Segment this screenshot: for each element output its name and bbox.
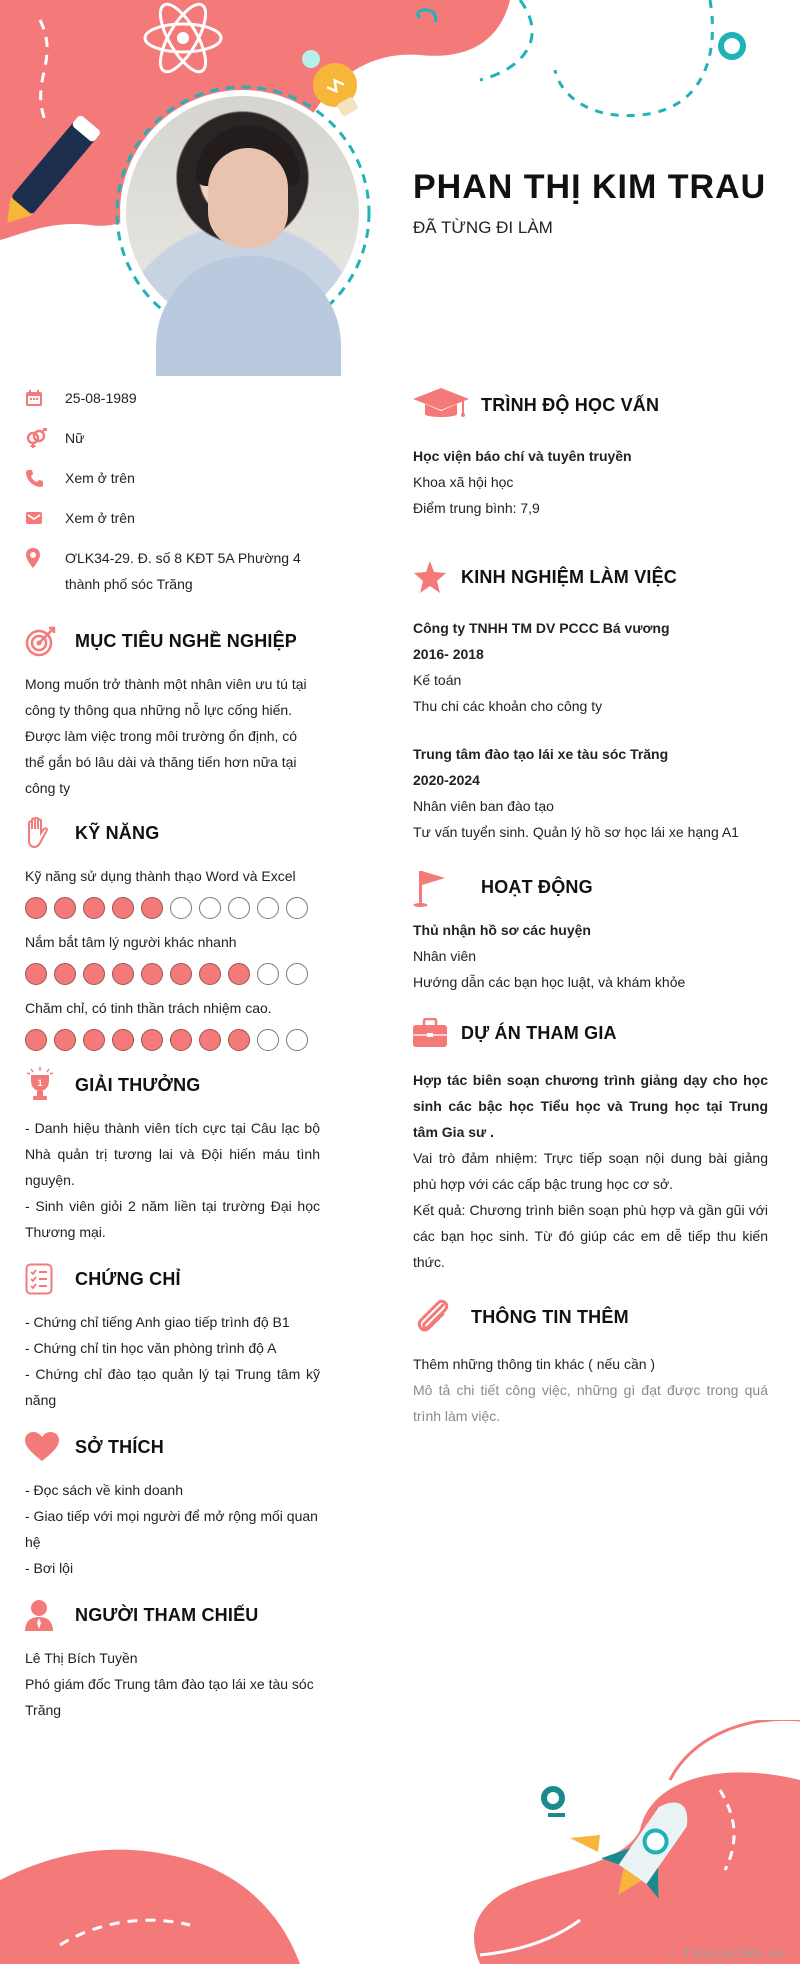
projects-title: DỰ ÁN THAM GIA bbox=[461, 1022, 617, 1043]
experience-item-1: Công ty TNHH TM DV PCCC Bá vương 2016- 2018 Kế toán Thu chi các khoản cho công ty bbox=[413, 620, 670, 714]
certificate-list-icon bbox=[25, 1263, 53, 1295]
references-section bbox=[25, 1595, 320, 1723]
rating-dot-filled bbox=[25, 963, 47, 985]
hobby-line-2: - Giao tiếp với mọi người để mở rộng mối quan hệ bbox=[25, 1508, 318, 1550]
activities-org: Thủ nhận hồ sơ các huyện bbox=[413, 922, 591, 938]
rating-dot-filled bbox=[54, 897, 76, 919]
rating-dot-empty bbox=[286, 1029, 308, 1051]
experience-section bbox=[413, 557, 768, 845]
watermark: ∴ Timviec365.vn bbox=[666, 1947, 784, 1962]
flag-icon bbox=[413, 867, 447, 907]
graduation-cap-icon bbox=[413, 388, 469, 422]
skill-rating bbox=[25, 1029, 320, 1051]
location-pin-icon bbox=[25, 548, 41, 568]
certificate-line-1: - Chứng chỉ tiếng Anh giao tiếp trình độ B1 bbox=[25, 1314, 290, 1330]
skill-label: Nắm bắt tâm lý người khác nhanh bbox=[25, 934, 237, 950]
additional-line-1: Thêm những thông tin khác ( nếu cần ) bbox=[413, 1356, 656, 1372]
skills-section bbox=[25, 813, 320, 1051]
activities-section bbox=[413, 867, 768, 995]
left-column bbox=[25, 385, 320, 1723]
rating-dot-filled bbox=[83, 1029, 105, 1051]
footer-decoration bbox=[0, 1720, 800, 1964]
paperclip-icon bbox=[413, 1297, 453, 1337]
rating-dot-filled bbox=[141, 963, 163, 985]
heart-icon bbox=[25, 1432, 59, 1462]
svg-text:1: 1 bbox=[37, 1078, 43, 1088]
certificates-title: CHỨNG CHỈ bbox=[75, 1268, 181, 1289]
contact-dob: 25-08-1989 bbox=[25, 385, 320, 411]
hobbies-title: SỞ THÍCH bbox=[75, 1436, 164, 1457]
award-line-1: - Danh hiệu thành viên tích cực tại Câu lạc bộ Nhà quản trị tương lai và Đội hiến máu tình nguyện. bbox=[25, 1120, 320, 1188]
hand-icon bbox=[25, 817, 51, 849]
rating-dot-filled bbox=[170, 1029, 192, 1051]
rating-dot-filled bbox=[228, 963, 250, 985]
career-goal-title: MỤC TIÊU NGHỀ NGHIỆP bbox=[75, 630, 298, 651]
education-title: TRÌNH ĐỘ HỌC VẤN bbox=[481, 394, 660, 415]
candidate-subtitle: ĐÃ TỪNG ĐI LÀM bbox=[413, 218, 553, 237]
references-title: NGƯỜI THAM CHIẾU bbox=[75, 1604, 259, 1625]
contact-address: ƠLK34-29. Đ. số 8 KĐT 5A Phường 4 thành phố sóc Trăng bbox=[25, 545, 320, 597]
skill-label: Kỹ năng sử dụng thành thạo Word và Excel bbox=[25, 868, 296, 884]
project-role: Vai trò đảm nhiệm: Trực tiếp soạn nội dung bài giảng phù hợp với các cấp bậc trung học cơ sở. bbox=[413, 1150, 768, 1192]
rating-dot-filled bbox=[199, 1029, 221, 1051]
phone-icon bbox=[25, 469, 43, 487]
skill-rating bbox=[25, 963, 320, 985]
rating-dot-filled bbox=[54, 963, 76, 985]
experience-item-2: Trung tâm đào tạo lái xe tàu sóc Trăng 2020-2024 Nhân viên ban đào tạo Tư vấn tuyển sinh. Quản lý hồ sơ học lái xe hạng A1 bbox=[413, 746, 739, 840]
person-icon bbox=[25, 1599, 53, 1631]
rating-dot-empty bbox=[257, 897, 279, 919]
career-goal-section bbox=[25, 621, 320, 801]
rating-dot-filled bbox=[141, 897, 163, 919]
skill-rating bbox=[25, 897, 320, 919]
education-major: Khoa xã hội học bbox=[413, 474, 514, 490]
career-goal-text: Mong muốn trở thành một nhân viên ưu tú tại công ty thông qua những nỗ lực cống hiến. Được làm việc trong môi trường ổn định, có thể gắn bó lâu dài và thăng tiến hơn nữa tại công ty bbox=[25, 676, 307, 796]
skills-title: KỸ NĂNG bbox=[75, 822, 160, 843]
avatar bbox=[120, 90, 365, 335]
awards-title: GIẢI THƯỞNG bbox=[75, 1074, 201, 1095]
hobbies-section bbox=[25, 1427, 320, 1581]
hobby-line-3: - Bơi lội bbox=[25, 1560, 74, 1576]
rating-dot-empty bbox=[257, 1029, 279, 1051]
trophy-icon bbox=[25, 1067, 55, 1103]
additional-line-2: Mô tả chi tiết công việc, những gì đạt được trong quá trình làm việc. bbox=[413, 1382, 768, 1424]
rating-dot-empty bbox=[228, 897, 250, 919]
rating-dot-filled bbox=[112, 1029, 134, 1051]
education-section bbox=[413, 385, 768, 521]
rating-dot-filled bbox=[141, 1029, 163, 1051]
star-icon bbox=[413, 561, 447, 593]
rating-dot-empty bbox=[199, 897, 221, 919]
target-icon bbox=[25, 625, 57, 657]
award-line-2: - Sinh viên giỏi 2 năm liền tại trường Đại học Thương mại. bbox=[25, 1198, 320, 1240]
skills-list bbox=[25, 863, 320, 1051]
projects-section bbox=[413, 1013, 768, 1275]
gender-icon bbox=[25, 428, 47, 448]
rating-dot-empty bbox=[170, 897, 192, 919]
rating-dot-filled bbox=[54, 1029, 76, 1051]
rating-dot-filled bbox=[83, 963, 105, 985]
reference-name: Lê Thị Bích Tuyền bbox=[25, 1650, 138, 1666]
certificate-line-3: - Chứng chỉ đào tạo quản lý tại Trung tâm kỹ năng bbox=[25, 1366, 320, 1408]
contact-phone: Xem ở trên bbox=[25, 465, 320, 491]
rating-dot-filled bbox=[228, 1029, 250, 1051]
rating-dot-filled bbox=[170, 963, 192, 985]
contact-list bbox=[25, 385, 320, 597]
additional-title: THÔNG TIN THÊM bbox=[471, 1306, 629, 1327]
rating-dot-filled bbox=[83, 897, 105, 919]
education-gpa: Điểm trung bình: 7,9 bbox=[413, 500, 540, 516]
candidate-name: PHAN THỊ KIM TRAU bbox=[413, 168, 767, 206]
rating-dot-filled bbox=[199, 963, 221, 985]
awards-section bbox=[25, 1065, 320, 1245]
skill-label: Chăm chỉ, có tinh thần trách nhiệm cao. bbox=[25, 1000, 272, 1016]
rating-dot-filled bbox=[112, 963, 134, 985]
certificates-section bbox=[25, 1259, 320, 1413]
rating-dot-filled bbox=[25, 897, 47, 919]
hobby-line-1: - Đọc sách về kinh doanh bbox=[25, 1482, 183, 1498]
education-school: Học viện báo chí và tuyên truyền bbox=[413, 448, 632, 464]
calendar-icon bbox=[25, 389, 43, 407]
briefcase-icon bbox=[413, 1018, 447, 1048]
rating-dot-empty bbox=[257, 963, 279, 985]
certificate-line-2: - Chứng chỉ tin học văn phòng trình độ A bbox=[25, 1340, 277, 1356]
contact-gender: Nữ bbox=[25, 425, 320, 451]
activities-role: Nhân viên bbox=[413, 948, 477, 964]
reference-position: Phó giám đốc Trung tâm đào tạo lái xe tàu sóc Trăng bbox=[25, 1676, 314, 1718]
contact-email: Xem ở trên bbox=[25, 505, 320, 531]
project-result: Kết quả: Chương trình biên soạn phù hợp và gần gũi với các bạn học sinh. Từ đó giúp các em dễ tiếp thu kiến thức. bbox=[413, 1202, 768, 1270]
email-icon bbox=[25, 510, 43, 526]
activities-desc: Hướng dẫn các bạn học luật, và khám khỏe bbox=[413, 974, 686, 990]
experience-title: KINH NGHIỆM LÀM VIỆC bbox=[461, 566, 678, 587]
rating-dot-filled bbox=[112, 897, 134, 919]
activities-title: HOẠT ĐỘNG bbox=[481, 876, 593, 897]
project-name: Hợp tác biên soạn chương trình giảng dạy cho học sinh các bậc học Tiểu học và Trung học tại Trung tâm Gia sư . bbox=[413, 1072, 768, 1140]
additional-section bbox=[413, 1297, 768, 1429]
right-column bbox=[413, 385, 768, 1429]
rating-dot-filled bbox=[25, 1029, 47, 1051]
rating-dot-empty bbox=[286, 963, 308, 985]
rating-dot-empty bbox=[286, 897, 308, 919]
